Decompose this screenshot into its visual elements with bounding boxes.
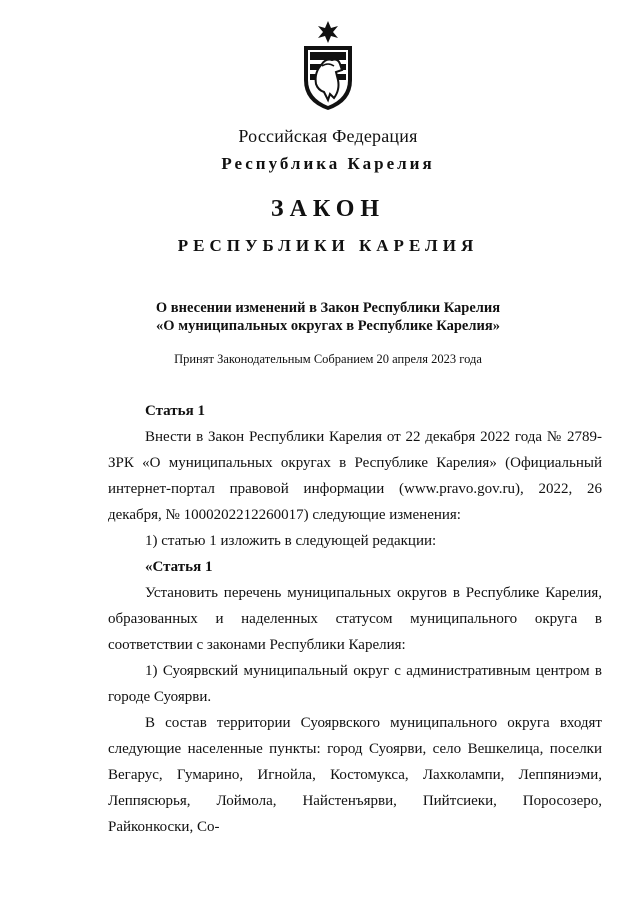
law-title-line-1: О внесении изменений в Закон Республики Карелия — [155, 300, 501, 316]
law-subheading: РЕСПУБЛИКИ КАРЕЛИЯ — [177, 236, 479, 255]
adoption-note: Принят Законодательным Собранием 20 апреля 2023 года — [174, 352, 482, 366]
article-1-text: Внести в Закон Республики Карелия от 22 декабря 2022 года № 2789-ЗРК «О муниципальных округах в Республике Карелия» (Официальный интернет-портал правовой информации (www.pravo.gov.ru), 2022, 26 декабря, № 1000202212260017) следующие изменения: — [108, 429, 602, 523]
amendment-item-1: 1) статью 1 изложить в следующей редакции: — [145, 533, 437, 549]
district-1-members: В состав территории Суоярвского муниципального округа входят следующие населенные пункты: город Суоярви, село Вешкелица, поселки Вегарус, Гумарино, Игнойла, Костомукса, Лахколампи, Леппяниэми, Леппясюрья, Лоймола, Найстенъярви, Пийтсиеки, Поросозеро, Райконкоски, Со- — [108, 715, 602, 835]
district-list-intro: Установить перечень муниципальных округов в Республике Карелия, образованных и наделенных статусом муниципального округа в соответствии с законами Республики Карелия: — [108, 585, 602, 653]
star-icon — [318, 21, 338, 43]
law-heading: ЗАКОН — [270, 196, 386, 222]
quoted-article-heading: «Статья 1 — [145, 559, 213, 575]
article-1-heading: Статья 1 — [145, 403, 205, 419]
law-title-line-2: «О муниципальных округах в Республике Карелия» — [156, 318, 500, 334]
republic-name: Республика Карелия — [221, 154, 435, 173]
karelia-coat-of-arms-emblem — [300, 20, 356, 112]
district-1: 1) Суоярвский муниципальный округ с административным центром в городе Суоярви. — [108, 663, 602, 705]
law-body — [108, 398, 602, 840]
country-name: Российская Федерация — [238, 126, 418, 146]
